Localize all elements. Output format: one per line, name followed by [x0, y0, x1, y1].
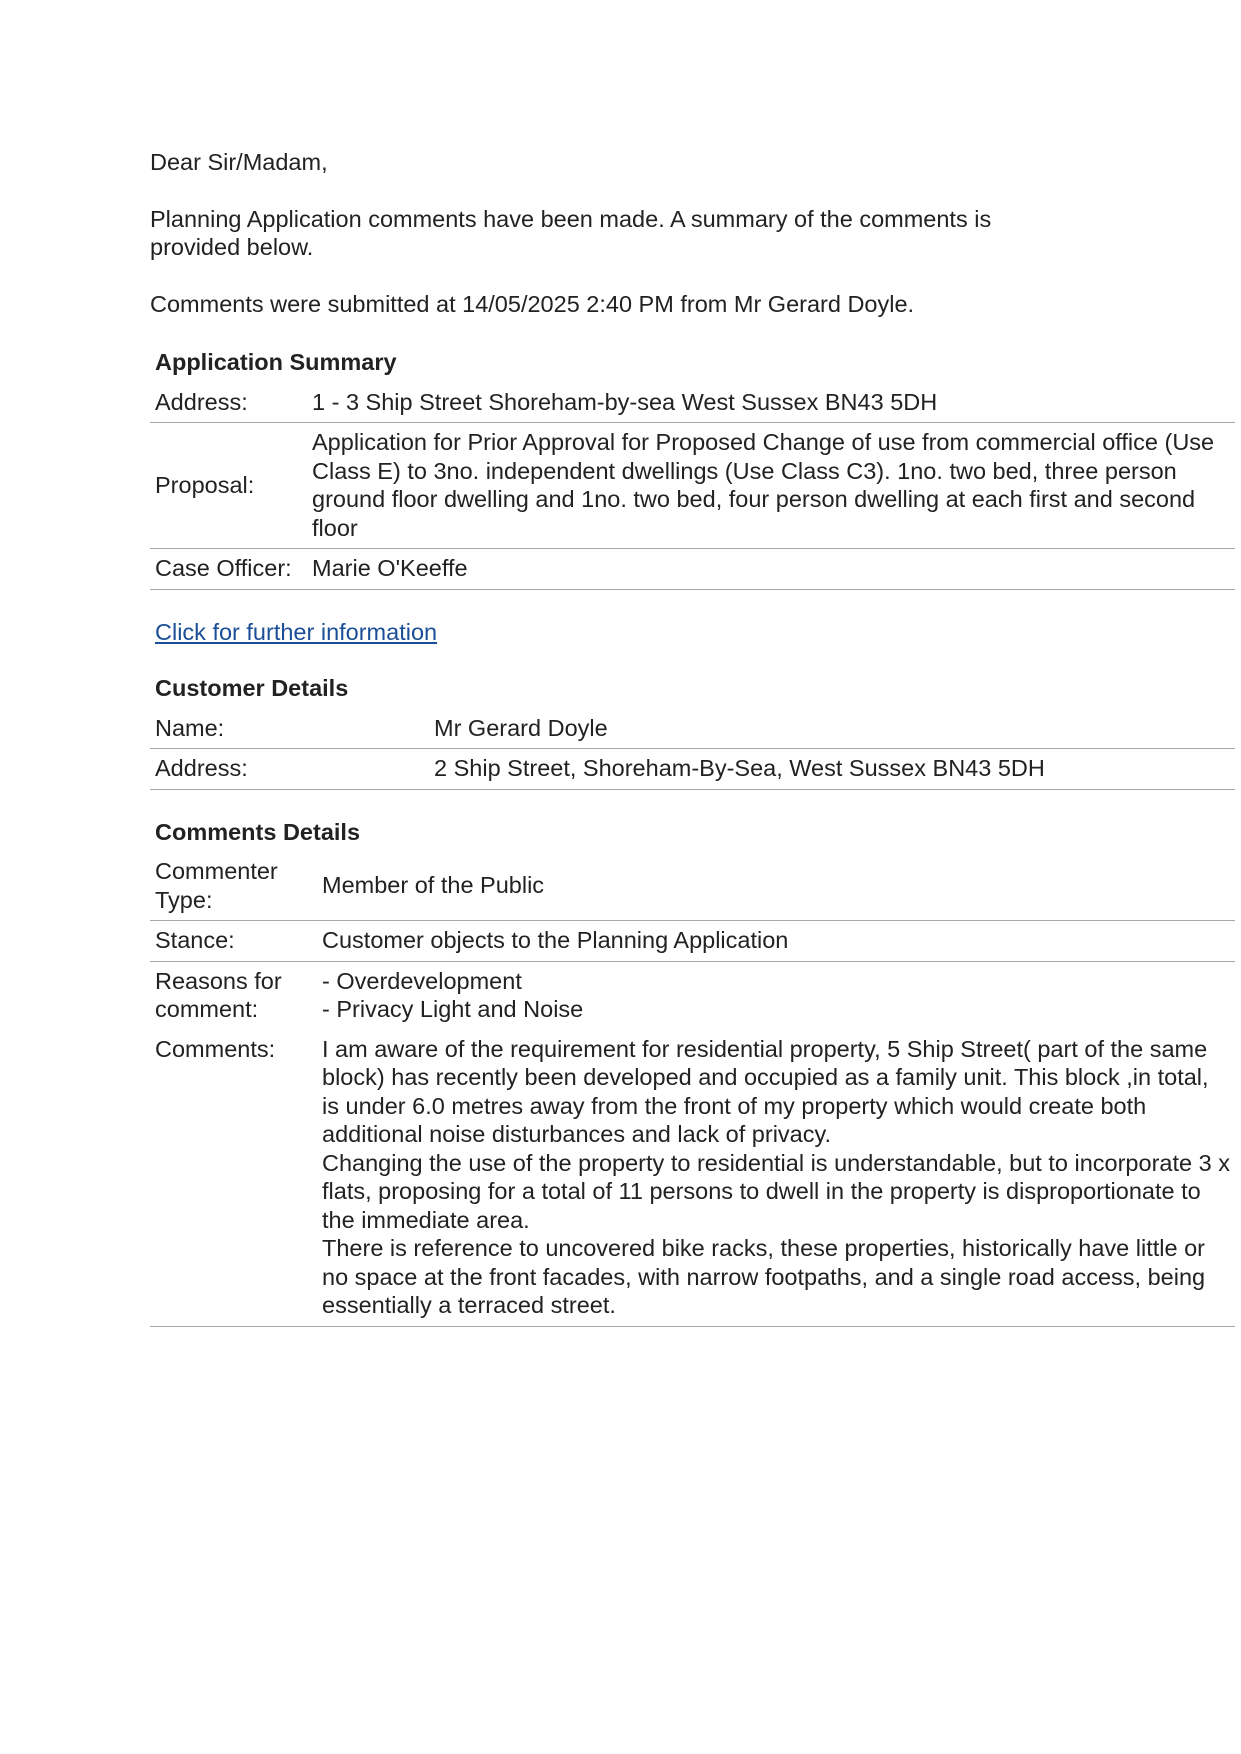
section-gap [150, 790, 1235, 818]
comment-paragraph: There is reference to uncovered bike racks, these properties, historically have little or no space at the front facades, with narrow footpaths, and a single road access, being essentially a terraced street. [322, 1235, 1206, 1318]
comments-details-title: Comments Details [155, 818, 361, 845]
commenter-type-value: Member of the Public [317, 852, 1235, 921]
comments-label: Comments: [150, 1030, 317, 1327]
customer-details-table [150, 709, 1235, 790]
application-summary-table [150, 383, 1235, 590]
comments-row-commenter-type [150, 852, 1235, 921]
reason-item: - Privacy Light and Noise [322, 996, 584, 1022]
address-label: Address: [150, 383, 307, 423]
comments-text [317, 1030, 1235, 1327]
comments-row-comments [150, 1030, 1235, 1327]
intro-paragraph: Planning Application comments have been made. A summary of the comments is provided below. [150, 205, 992, 260]
customer-address-value: 2 Ship Street, Shoreham-By-Sea, West Sussex BN43 5DH [429, 749, 1235, 790]
customer-address-label: Address: [150, 749, 429, 790]
comments-details-table [150, 852, 1235, 1327]
address-value: 1 - 3 Ship Street Shoreham-by-sea West Sussex BN43 5DH [307, 383, 1235, 423]
customer-details-title: Customer Details [155, 675, 349, 701]
customer-name-value: Mr Gerard Doyle [429, 709, 1235, 749]
reason-item: - Overdevelopment [322, 967, 522, 994]
commenter-type-label: Commenter Type: [150, 852, 317, 921]
application-summary-title: Application Summary [155, 349, 397, 375]
comment-paragraph: Changing the use of the property to residential is understandable, but to incorporate 3 x flats, proposing for a total of 11 persons to dwell in the property is disproportionate to the immediate area. [322, 1149, 1230, 1233]
further-info-link[interactable]: Click for further information [155, 618, 438, 645]
further-info-link-wrap [155, 618, 1235, 647]
case-officer-label: Case Officer: [150, 549, 307, 590]
comments-row-stance [150, 921, 1235, 962]
customer-row-address [150, 749, 1235, 790]
proposal-value: Application for Prior Approval for Proposed Change of use from commercial office (Use Class E) to 3no. independent dwellings (Use Class C3). 1no. two bed, three person ground floor dwelling and 1no. two bed, four person dwelling at each first and second floor [307, 423, 1235, 549]
case-officer-value: Marie O'Keeffe [307, 549, 1235, 590]
submission-notice: Comments were submitted at 14/05/2025 2:40 PM from Mr Gerard Doyle. [150, 290, 915, 317]
stance-value: Customer objects to the Planning Application [317, 921, 1235, 962]
summary-row-case-officer [150, 549, 1235, 590]
summary-row-proposal [150, 423, 1235, 549]
letter-body [150, 148, 1235, 1327]
comments-row-reasons [150, 961, 1235, 1030]
proposal-label: Proposal: [150, 423, 307, 549]
reasons-label: Reasons for comment: [155, 967, 282, 1022]
greeting: Dear Sir/Madam, [150, 149, 328, 175]
customer-row-name [150, 709, 1235, 749]
stance-label: Stance: [150, 921, 317, 962]
customer-name-label: Name: [150, 709, 429, 749]
summary-row-address [150, 383, 1235, 423]
reasons-list [317, 961, 1235, 1030]
comment-paragraph: I am aware of the requirement for residential property, 5 Ship Street( part of the same block) has recently been developed and occupied as a family unit. This block ,in total, is under 6.0 metres away from the front of my property which would create both additional noise disturbances and lack of privacy. [322, 1035, 1209, 1147]
